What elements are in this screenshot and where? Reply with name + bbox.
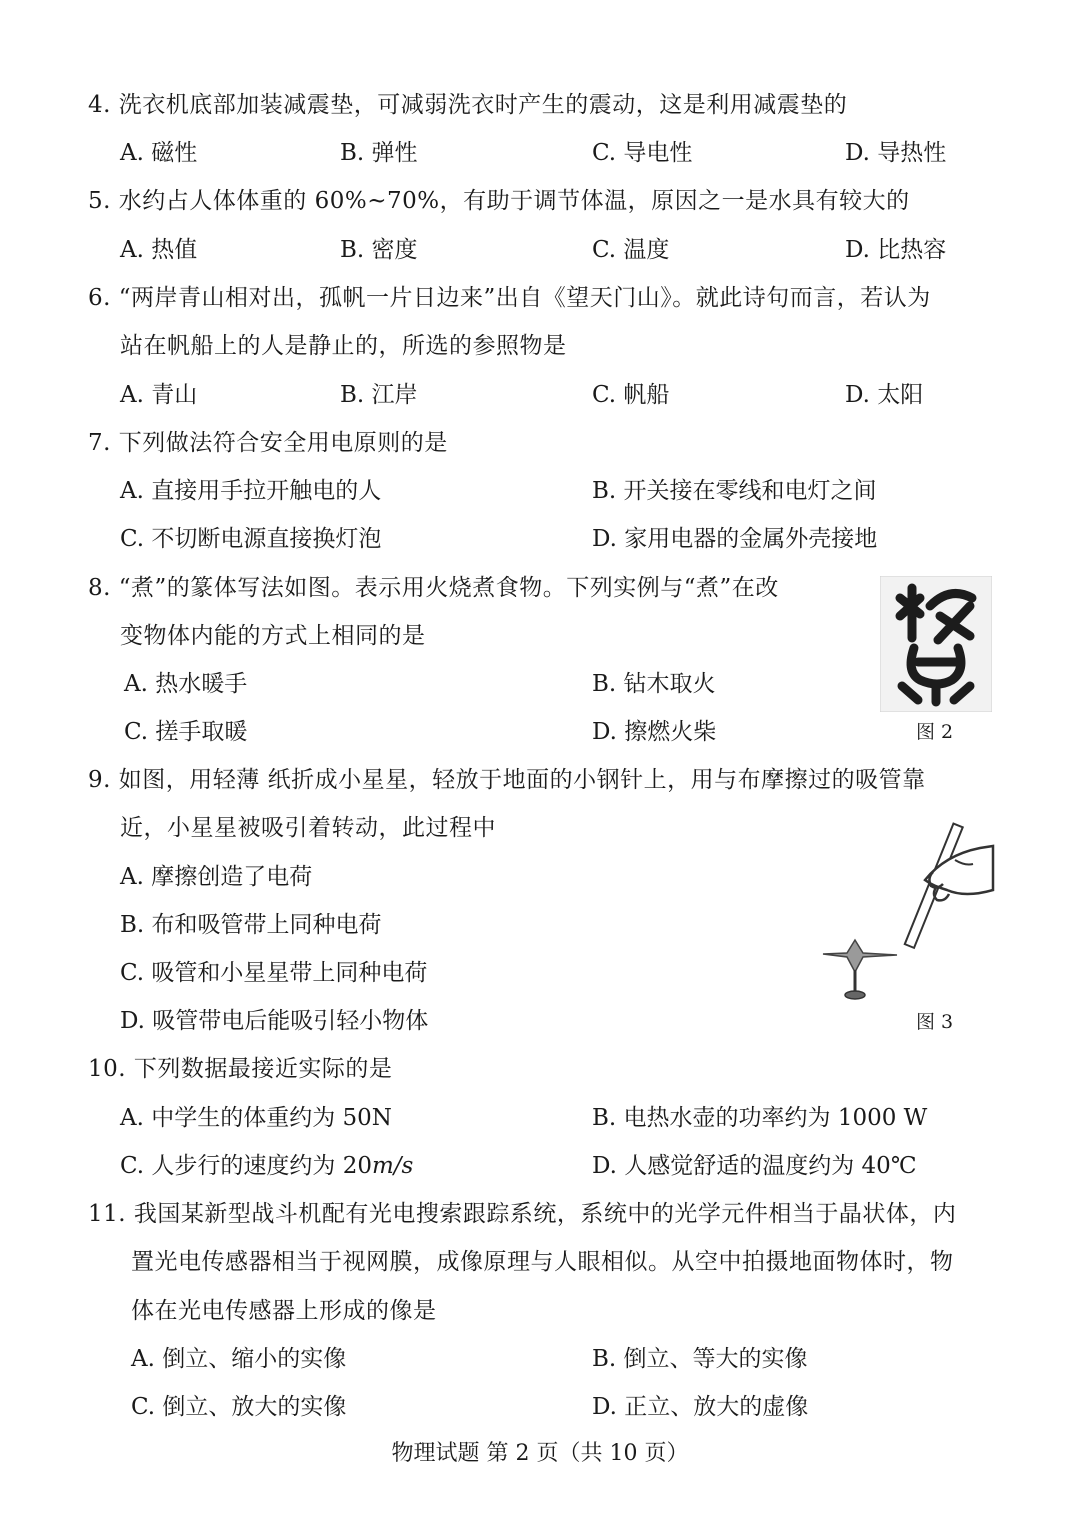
straw-and-paper-star-figure (815, 820, 995, 1005)
q4-stem: 4. 洗衣机底部加装减震垫，可减弱洗衣时产生的震动，这是利用减震垫的 (88, 92, 848, 118)
q7-option-d: D. 家用电器的金属外壳接地 (592, 526, 878, 552)
q11-stem-line3: 体在光电传感器上形成的像是 (131, 1298, 437, 1324)
q7-option-c: C. 不切断电源直接换灯泡 (120, 526, 382, 552)
q8-option-a: A. 热水暖手 (124, 671, 248, 697)
q7-option-b: B. 开关接在零线和电灯之间 (592, 478, 877, 504)
page-footer: 物理试题 第 2 页（共 10 页） (391, 1441, 689, 1466)
q9-option-b: B. 布和吸管带上同种电荷 (120, 912, 382, 938)
q9-option-c: C. 吸管和小星星带上同种电荷 (120, 960, 428, 986)
q9-stem-line2: 近，小星星被吸引着转动，此过程中 (120, 815, 496, 841)
q11-stem-line1: 11. 我国某新型战斗机配有光电搜索跟踪系统，系统中的光学元件相当于晶状体，内 (88, 1201, 957, 1227)
q4-option-d: D. 导热性 (845, 140, 947, 166)
q4-option-c: C. 导电性 (592, 140, 693, 166)
q10-option-b: B. 电热水壶的功率约为 1000 W (592, 1105, 928, 1131)
q6-option-d: D. 太阳 (845, 382, 924, 408)
q11-option-d: D. 正立、放大的虚像 (592, 1394, 809, 1420)
q5-stem: 5. 水约占人体体重的 60%~70%，有助于调节体温，原因之一是水具有较大的 (88, 188, 910, 214)
q5-option-c: C. 温度 (592, 237, 670, 263)
q7-stem: 7. 下列做法符合安全用电原则的是 (88, 430, 448, 456)
q10-option-c-text: C. 人步行的速度约为 20 (120, 1153, 372, 1179)
q6-stem-line1: 6. “两岸青山相对出，孤帆一片日边来”出自《望天门山》。就此诗句而言，若认为 (88, 285, 931, 311)
q6-option-c: C. 帆船 (592, 382, 670, 408)
q10-option-c (120, 1151, 413, 1181)
q10-option-a: A. 中学生的体重约为 50N (120, 1105, 392, 1131)
q5-option-a: A. 热值 (120, 237, 198, 263)
q5-option-b: B. 密度 (340, 237, 418, 263)
seal-script-zhu-figure (880, 576, 992, 712)
q6-stem-line2: 站在帆船上的人是静止的，所选的参照物是 (120, 333, 567, 359)
q8-stem-line2: 变物体内能的方式上相同的是 (120, 623, 426, 649)
q11-option-b: B. 倒立、等大的实像 (592, 1346, 808, 1372)
q9-option-d: D. 吸管带电后能吸引轻小物体 (120, 1008, 429, 1034)
q6-option-a: A. 青山 (120, 382, 198, 408)
q10-stem: 10. 下列数据最接近实际的是 (88, 1056, 393, 1082)
q8-option-d: D. 擦燃火柴 (592, 719, 717, 745)
q11-option-a: A. 倒立、缩小的实像 (131, 1346, 347, 1372)
q9-option-a: A. 摩擦创造了电荷 (120, 864, 313, 890)
q4-option-b: B. 弹性 (340, 140, 418, 166)
q11-option-c: C. 倒立、放大的实像 (131, 1394, 347, 1420)
q8-stem-line1: 8. “煮”的篆体写法如图。表示用火烧煮食物。下列实例与“煮”在改 (88, 575, 779, 601)
q11-stem-line2: 置光电传感器相当于视网膜，成像原理与人眼相似。从空中拍摄地面物体时，物 (131, 1249, 954, 1275)
q10-option-c-unit: m/s (371, 1153, 414, 1179)
figure-2-caption: 图 2 (916, 721, 954, 743)
q4-option-a: A. 磁性 (120, 140, 198, 166)
q9-stem-line1: 9. 如图，用轻薄 纸折成小星星，轻放于地面的小钢针上，用与布摩擦过的吸管靠 (88, 767, 926, 793)
q8-option-b: B. 钻木取火 (592, 671, 716, 697)
figure-3-caption: 图 3 (916, 1011, 954, 1033)
q6-option-b: B. 江岸 (340, 382, 418, 408)
q8-option-c: C. 搓手取暖 (124, 719, 248, 745)
q10-option-d: D. 人感觉舒适的温度约为 40℃ (592, 1153, 917, 1179)
q5-option-d: D. 比热容 (845, 237, 947, 263)
q7-option-a: A. 直接用手拉开触电的人 (120, 478, 382, 504)
